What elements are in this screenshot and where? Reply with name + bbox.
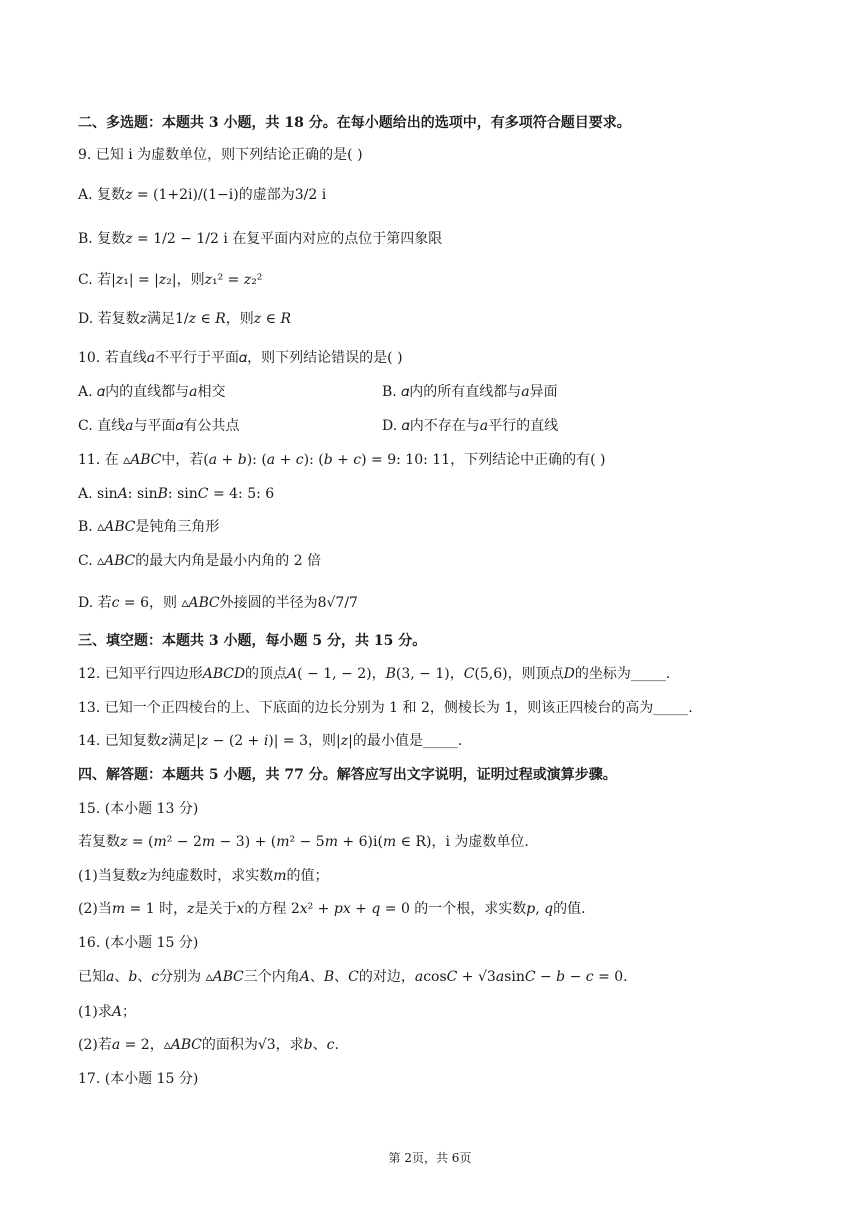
question-9: 9. 已知 i 为虚数单位，则下列结论正确的是( ): [78, 147, 363, 163]
q11-option-c: C. ▵𝐴𝐵𝐶的最大内角是最小内角的 2 倍: [78, 553, 322, 569]
question-11: 11. 在 ▵𝐴𝐵𝐶中，若(𝑎 + 𝑏): (𝑎 + 𝑐): (𝑏 + 𝑐) = 9: 10: 11，下列结论中正确的有( ): [78, 452, 606, 468]
question-10: 10. 若直线𝑎不平行于平面𝛼，则下列结论错误的是( ): [78, 350, 403, 366]
question-16-header: 16. (本小题 15 分): [78, 935, 199, 951]
section-3-heading: 三、填空题：本题共 3 小题，每小题 5 分，共 15 分。: [78, 633, 427, 649]
q15-part-1: (1)当复数𝑧为纯虚数时，求实数𝑚的值；: [78, 868, 329, 884]
q16-part-2: (2)若𝑎 = 2，▵𝐴𝐵𝐶的面积为√3，求𝑏、𝑐.: [78, 1037, 339, 1053]
section-2-heading: 二、多选题：本题共 3 小题，共 18 分。在每小题给出的选项中，有多项符合题目要求。: [78, 115, 631, 131]
question-12: 12. 已知平行四边形𝐴𝐵𝐶𝐷的顶点𝐴( − 1, − 2)，𝐵(3, − 1)，𝐶(5,6)，则顶点𝐷的坐标为_____.: [78, 666, 671, 682]
q11-option-a: A. sin𝐴: sin𝐵: sin𝐶 = 4: 5: 6: [78, 486, 275, 502]
q9-option-c: C. 若|𝑧₁| = |𝑧₂|，则𝑧₁² = 𝑧₂²: [78, 272, 263, 288]
q11-option-d: D. 若𝑐 = 6，则 ▵𝐴𝐵𝐶外接圆的半径为8√7/7: [78, 595, 358, 611]
q16-part-1: (1)求𝐴；: [78, 1004, 136, 1020]
section-4-heading: 四、解答题：本题共 5 小题，共 77 分。解答应写出文字说明，证明过程或演算步骤。: [78, 767, 617, 783]
q9-option-b: B. 复数𝑧 = 1/2 − 1/2 i 在复平面内对应的点位于第四象限: [78, 231, 443, 247]
q10-option-d: D. 𝛼内不存在与𝑎平行的直线: [382, 418, 559, 434]
q9-option-a: A. 复数𝑧 = (1+2i)/(1−i)的虚部为3/2 i: [78, 187, 327, 203]
q10-option-b: B. 𝛼内的所有直线都与𝑎异面: [382, 384, 558, 400]
q15-part-2: (2)当𝑚 = 1 时，𝑧是关于𝑥的方程 2𝑥² + 𝑝𝑥 + 𝑞 = 0 的一个根，求实数𝑝, 𝑞的值.: [78, 901, 586, 917]
question-15-header: 15. (本小题 13 分): [78, 801, 199, 817]
q11-option-b: B. ▵𝐴𝐵𝐶是钝角三角形: [78, 519, 220, 535]
q15-stem: 若复数𝑧 = (𝑚² − 2𝑚 − 3) + (𝑚² − 5𝑚 + 6)i(𝑚 ∈ R)，i 为虚数单位.: [78, 834, 529, 850]
q10-option-a: A. 𝛼内的直线都与𝑎相交: [78, 384, 226, 400]
question-13: 13. 已知一个正四棱台的上、下底面的边长分别为 1 和 2，侧棱长为 1，则该正四棱台的高为_____.: [78, 700, 693, 716]
question-14: 14. 已知复数𝑧满足|𝑧 − (2 + 𝑖)| = 3，则|𝑧|的最小值是_____.: [78, 733, 463, 749]
q10-option-c: C. 直线𝑎与平面𝛼有公共点: [78, 418, 240, 434]
q9-option-d: D. 若复数𝑧满足1/𝑧 ∈ 𝑅，则𝑧 ∈ 𝑅: [78, 311, 291, 327]
q16-stem: 已知𝑎、𝑏、𝑐分别为 ▵𝐴𝐵𝐶三个内角𝐴、𝐵、𝐶的对边，𝑎cos𝐶 + √3𝑎sin𝐶 − 𝑏 − 𝑐 = 0.: [78, 969, 628, 985]
page-footer: 第 2页，共 6页: [388, 1151, 472, 1165]
question-17-header: 17. (本小题 15 分): [78, 1071, 199, 1087]
